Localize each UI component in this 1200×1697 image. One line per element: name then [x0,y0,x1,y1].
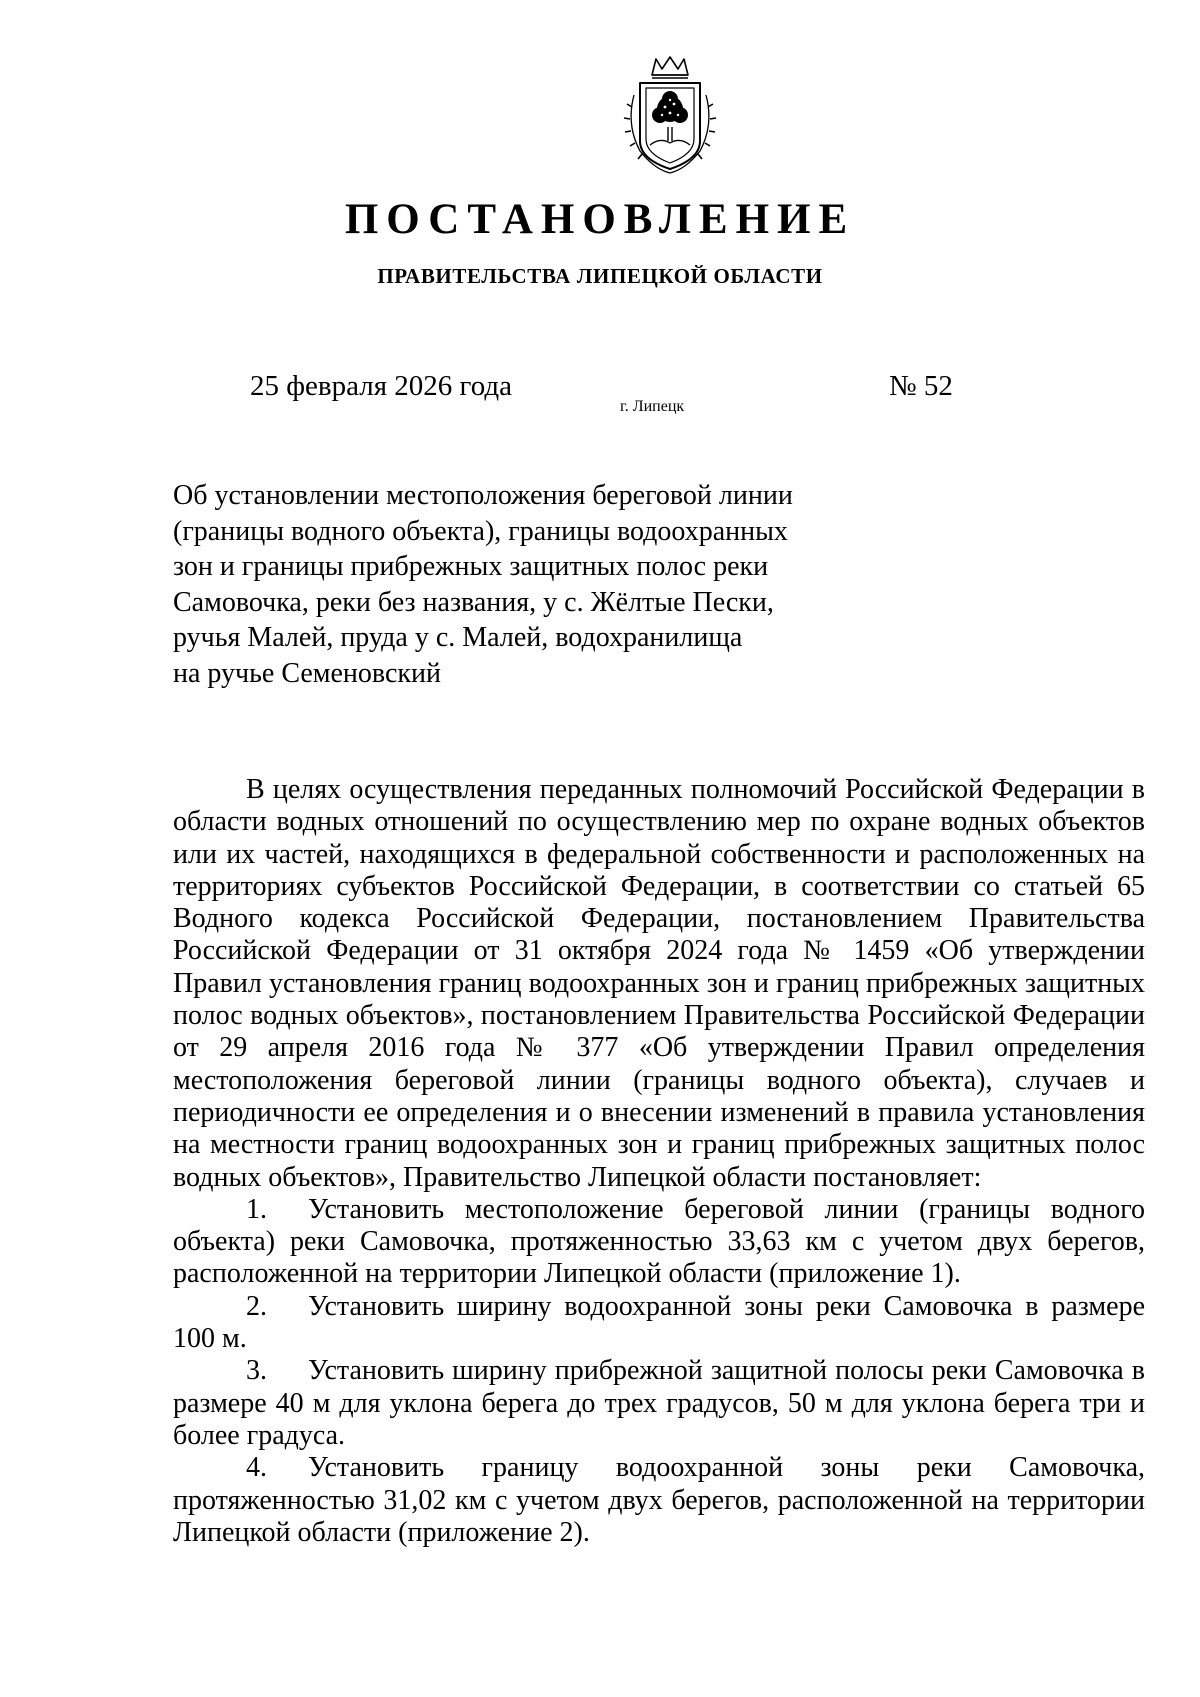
subject-line: на ручье Семеновский [173,657,441,689]
document-subject [173,478,813,691]
subject-line: зон и границы прибрежных защитных полос реки [173,551,769,582]
lipetsk-coat-of-arms-icon [618,55,722,175]
clause-number: 2. [246,1290,267,1322]
clause-text: Установить границу водоохранной зоны реки Самовочка, протяженностью 31,02 км с учетом двух берегов, расположенной на территории Липецкой области (приложение 2). [173,1452,1145,1548]
subject-line: Самовочка, реки без названия, у с. Жёлтые Пески, [173,586,774,618]
document-number: № 52 [889,370,953,402]
clause-text: Установить ширину водоохранной зоны реки Самовочка в размере 100 м. [173,1290,1145,1355]
clause-number: 1. [246,1193,267,1225]
subject-line: ручья Малей, пруда у с. Малей, водохранилища [173,622,743,653]
clause-text: Установить местоположение береговой линии (границы водного объекта) реки Самовочка, протяженностью 33,63 км с учетом двух берегов, расположенной на территории Липецкой области (приложение 1). [173,1193,1145,1290]
document-date: 25 февраля 2026 года [250,370,513,402]
preamble-paragraph: В целях осуществления переданных полномочий Российской Федерации в области водных отношений по осуществлению мер по охране водных объектов или их частей, находящихся в федеральной собственности и расположенных на территориях субъектов Российской Федерации, в соответствии со статьей 65 Водного кодекса Российской Федерации, постановлением Правительства Российской Федерации от 31 октября 2024 года № 1459 «Об утверждении Правил установления границ водоохранных зон и границ прибрежных защитных полос водных объектов», постановлением Правительства Российской Федерации от 29 апреля 2016 года № 377 «Об утверждении Правил определения местоположения береговой линии (границы водного объекта), случаев и периодичности ее определения и о внесении изменений в правила установления на местности границ водоохранных зон и границ прибрежных защитных полос водных объектов», Правительство Липецкой области постановляет: [173,774,1145,1193]
document-title: ПОСТАНОВЛЕНИЕ [344,196,856,243]
subject-line: (границы водного объекта), границы водоохранных [173,515,788,547]
clause-1 [173,1194,1145,1291]
clause-3 [173,1355,1145,1452]
document-subtitle: ПРАВИТЕЛЬСТВА ЛИПЕЦКОЙ ОБЛАСТИ [377,264,823,288]
clause-number: 4. [246,1452,267,1484]
clause-text: Установить ширину прибрежной защитной полосы реки Самовочка в размере 40 м для уклона берега до трех градусов, 50 м для уклона берега три и более градуса. [173,1355,1145,1451]
clause-4 [173,1452,1145,1549]
clause-number: 3. [246,1355,267,1387]
document-city: г. Липецк [620,398,685,415]
clause-2 [173,1291,1145,1356]
document-body [173,774,1145,1549]
subject-line: Об установлении местоположения береговой линии [173,480,793,511]
